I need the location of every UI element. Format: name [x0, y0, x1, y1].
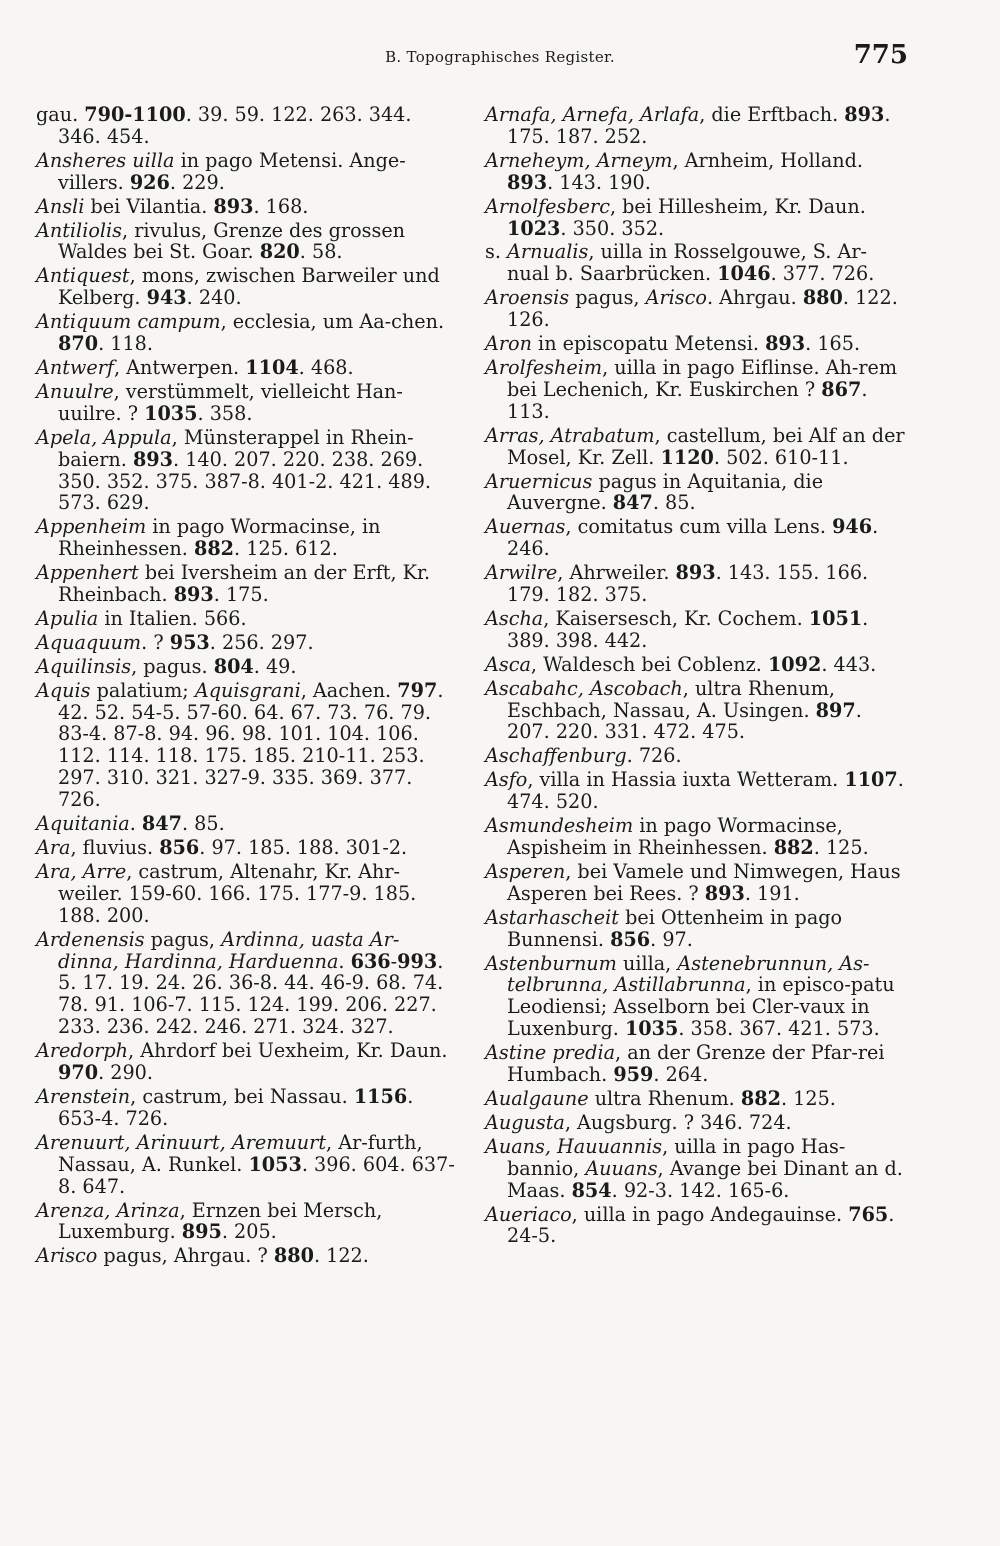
- register-entry: Apela, Appula, Münsterappel in Rhein-baiern. 893. 140. 207. 220. 238. 269. 350. 352. 375. 387-8. 401-2. 421. 489. 573. 629.: [36, 425, 432, 515]
- register-entry: Arnafa, Arnefa, Arlafa, die Erftbach. 893. 175. 187. 252.: [485, 103, 891, 148]
- register-entry: Asca, Waldesch bei Coblenz. 1092. 443.: [485, 652, 877, 676]
- register-entry: Aquitania. 847. 85.: [36, 812, 225, 836]
- register-entry: Antwerf, Antwerpen. 1104. 468.: [36, 355, 354, 379]
- register-entry: Astenburnum uilla, Astenebrunnun, As-telbrunna, Astillabrunna, in episco-patu Leodiensi; Asselborn bei Cler-vaux in Luxenburg. 1035. 358. 367. 421. 573.: [485, 951, 895, 1041]
- register-entry: Arnolfesberc, bei Hillesheim, Kr. Daun. 1023. 350. 352.: [485, 194, 866, 240]
- register-entry: Antiliolis, rivulus, Grenze des grossen Waldes bei St. Goar. 820. 58.: [36, 218, 406, 264]
- register-entry: Ansheres uilla in pago Metensi. Ange-villers. 926. 229.: [36, 148, 406, 194]
- register-entry: Aron in episcopatu Metensi. 893. 165.: [485, 332, 861, 356]
- register-entry: Asmundesheim in pago Wormacinse, Aspisheim in Rheinhessen. 882. 125.: [485, 814, 869, 859]
- register-entry: s. Arnualis, uilla in Rosselgouwe, S. Ar-nual b. Saarbrücken. 1046. 377. 726.: [485, 240, 875, 286]
- register-entry: Asperen, bei Vamele und Nimwegen, Haus Asperen bei Rees. ? 893. 191.: [485, 859, 901, 905]
- register-entry: Astarhascheit bei Ottenheim in pago Bunnensi. 856. 97.: [485, 905, 843, 951]
- register-entry: Arwilre, Ahrweiler. 893. 143. 155. 166. 179. 182. 375.: [485, 561, 869, 607]
- register-entry: Auernas, comitatus cum villa Lens. 946. 246.: [485, 515, 879, 561]
- register-entry: Aueriaco, uilla in pago Andegauinse. 765. 24-5.: [485, 1202, 895, 1248]
- register-entry: Anuulre, verstümmelt, vielleicht Han-uuilre. ? 1035. 358.: [36, 379, 403, 425]
- register-entry: Appenhert bei Iversheim an der Erft, Kr. Rheinbach. 893. 175.: [36, 561, 431, 607]
- page-number: 775: [853, 40, 908, 70]
- register-entry: Arenuurt, Arinuurt, Aremuurt, Ar-furth, Nassau, A. Runkel. 1053. 396. 604. 637-8. 647.: [36, 1130, 455, 1198]
- register-entry: Apulia in Italien. 566.: [36, 606, 247, 630]
- register-entry: Aschaffenburg. 726.: [485, 744, 682, 768]
- right-column: [485, 104, 905, 1249]
- register-entry: Antiquest, mons, zwischen Barweiler und Kelberg. 943. 240.: [36, 264, 440, 310]
- register-entry: Astine predia, an der Grenze der Pfar-rei Humbach. 959. 264.: [485, 1041, 885, 1087]
- register-entry: Arras, Atrabatum, castellum, bei Alf an der Mosel, Kr. Zell. 1120. 502. 610-11.: [485, 423, 905, 469]
- header-title: B. Topographisches Register.: [385, 48, 615, 66]
- register-entry: Antiquum campum, ecclesia, um Aa-chen. 870. 118.: [36, 310, 445, 356]
- register-entry: Ascha, Kaisersesch, Kr. Cochem. 1051. 389. 398. 442.: [485, 606, 869, 652]
- register-entry: Aroensis pagus, Arisco. Ahrgau. 880. 122. 126.: [485, 286, 898, 332]
- register-entry: Asfo, villa in Hassia iuxta Wetteram. 1107. 474. 520.: [485, 768, 904, 814]
- register-entry: Augusta, Augsburg. ? 346. 724.: [485, 1110, 792, 1134]
- register-entry: Aquis palatium; Aquisgrani, Aachen. 797. 42. 52. 54-5. 57-60. 64. 67. 73. 76. 79. 83-4. 87-8. 94. 96. 98. 101. 104. 106. 112. 114. 118. 175. 185. 210-11. 253. 297. 310. 321. 327-9. 335. 369. 377. 726.: [36, 678, 444, 812]
- register-entry: Aquaquum. ? 953. 256. 297.: [36, 630, 314, 654]
- register-entry: Ardenensis pagus, Ardinna, uasta Ar-dinna, Hardinna, Harduenna. 636-993. 5. 17. 19. 24. 26. 36-8. 44. 46-9. 68. 74. 78. 91. 106-7. 115. 124. 199. 206. 227. 233. 236. 242. 246. 271. 324. 327.: [36, 927, 444, 1039]
- register-entry: Aredorph, Ahrdorf bei Uexheim, Kr. Daun. 970. 290.: [36, 1039, 448, 1085]
- register-entry: Ara, fluvius. 856. 97. 185. 188. 301-2.: [36, 836, 408, 859]
- register-entry: Aruernicus pagus in Aquitania, die Auvergne. 847. 85.: [485, 469, 824, 515]
- register-entry: Arneheym, Arneym, Arnheim, Holland. 893. 143. 190.: [485, 148, 864, 194]
- register-entry: Ansli bei Vilantia. 893. 168.: [36, 194, 309, 218]
- register-entry: Arisco pagus, Ahrgau. ? 880. 122.: [36, 1244, 369, 1268]
- register-entry: Appenheim in pago Wormacinse, in Rheinhessen. 882. 125. 612.: [36, 515, 381, 561]
- left-column: [36, 104, 456, 1269]
- register-entry: Aquilinsis, pagus. 804. 49.: [36, 654, 297, 678]
- register-entry: Auans, Hauuannis, uilla in pago Has-bannio, Auuans, Avange bei Dinant an d. Maas. 854. 92-3. 142. 165-6.: [485, 1134, 903, 1202]
- register-entry: gau. 790-1100. 39. 59. 122. 263. 344. 346. 454.: [36, 103, 412, 148]
- register-entry: Ascabahc, Ascobach, ultra Rhenum, Eschbach, Nassau, A. Usingen. 897. 207. 220. 331. 472. 475.: [485, 676, 862, 744]
- register-entry: Arenza, Arinza, Ernzen bei Mersch, Luxemburg. 895. 205.: [36, 1198, 383, 1244]
- register-entry: Arenstein, castrum, bei Nassau. 1156. 653-4. 726.: [36, 1084, 414, 1130]
- page-header: [0, 40, 1000, 80]
- register-entry: Aualgaune ultra Rhenum. 882. 125.: [485, 1086, 836, 1110]
- register-entry: Ara, Arre, castrum, Altenahr, Kr. Ahr-weiler. 159-60. 166. 175. 177-9. 185. 188. 200.: [36, 859, 417, 927]
- register-entry: Arolfesheim, uilla in pago Eiflinse. Ah-rem bei Lechenich, Kr. Euskirchen ? 867. 113.: [485, 355, 898, 423]
